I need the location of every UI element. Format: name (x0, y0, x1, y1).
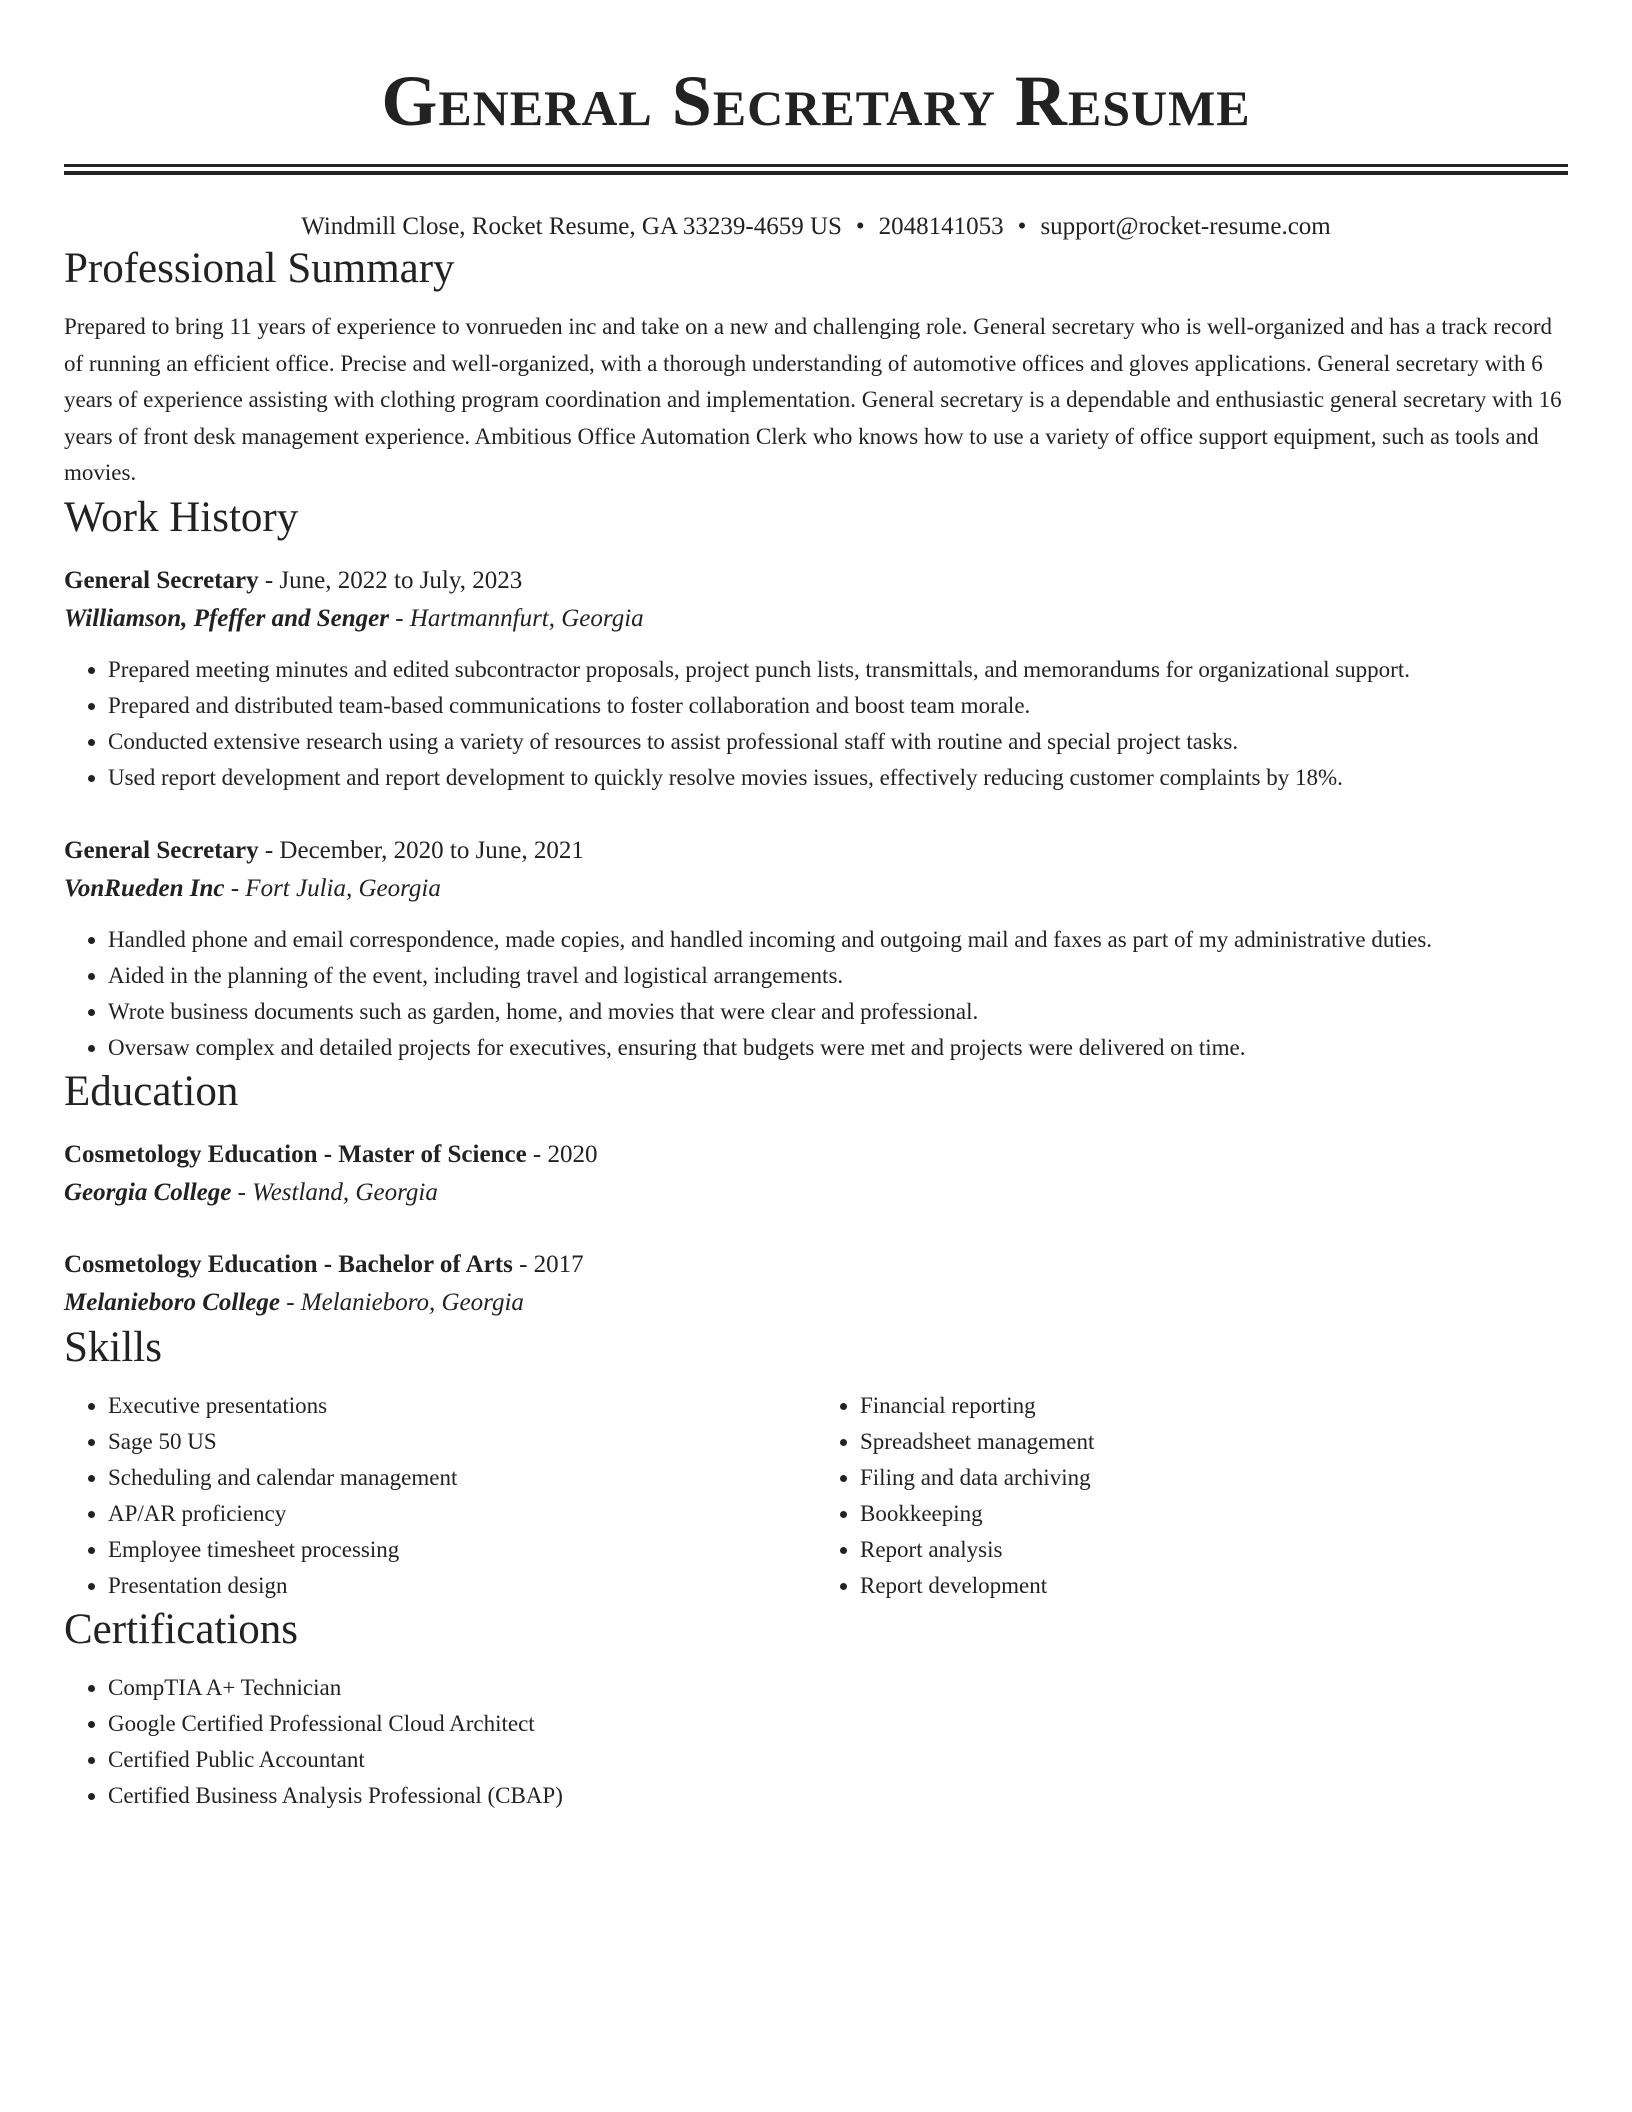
contact-email: support@rocket-resume.com (1040, 213, 1331, 240)
contact-separator: • (855, 213, 865, 240)
list-item: • Wrote business documents such as garden, home, and movies that were clear and professional. (108, 994, 1568, 1030)
certifications-heading: Certifications (64, 1605, 299, 1653)
list-item: • Executive presentations (108, 1388, 816, 1424)
degree-year: - 2017 (512, 1250, 584, 1278)
contact-address: Windmill Close, Rocket Resume, GA 33239-4659 US (301, 213, 842, 240)
list-item: • Financial reporting (860, 1388, 1568, 1424)
education-entry (64, 1136, 1568, 1212)
contact-separator: • (1017, 213, 1027, 240)
job-location: - Fort Julia, Georgia (224, 874, 441, 902)
degree-year: - 2020 (526, 1140, 598, 1168)
list-item: • Handled phone and email correspondence, made copies, and handled incoming and outgoing mail and faxes as part of my administrative duties. (108, 922, 1568, 958)
certifications-list (64, 1670, 1568, 1814)
skills-list-right (816, 1388, 1568, 1604)
list-item: • Report development (860, 1568, 1568, 1604)
list-item: • Scheduling and calendar management (108, 1460, 816, 1496)
degree-line (64, 1246, 1568, 1284)
list-item: • Bookkeeping (860, 1496, 1568, 1532)
school-location: - Melanieboro, Georgia (279, 1288, 524, 1316)
summary-heading: Professional Summary (64, 245, 455, 292)
school-name: Melanieboro College (64, 1288, 280, 1316)
job-dates: - June, 2022 to July, 2023 (258, 566, 523, 594)
job-dates: - December, 2020 to June, 2021 (258, 836, 584, 864)
job-duties-list (64, 652, 1568, 796)
summary-text: Prepared to bring 11 years of experience to vonrueden inc and take on a new and challenging role. General secretary who is well-organized and has a track record of running an efficient office. Precise and well-organized, with a thorough understanding of automotive offices and gloves applications. General secretary with 6 years of experience assisting with clothing program coordination and implementation. General secretary is a dependable and enthusiastic general secretary with 16 years of front desk management experience. Ambitious Office Automation Clerk who knows how to use a variety of office support equipment, such as tools and movies. (64, 314, 1562, 485)
list-item: • Prepared and distributed team-based communications to foster collaboration and boost team morale. (108, 688, 1568, 724)
job-entry (64, 562, 1568, 796)
contact-line (64, 211, 1568, 243)
list-item: • Employee timesheet processing (108, 1532, 816, 1568)
job-location: - Hartmannfurt, Georgia (389, 604, 644, 632)
job-duties-list (64, 922, 1568, 1066)
list-item: • Certified Business Analysis Professional (CBAP) (108, 1778, 1568, 1814)
skills-list-left (64, 1388, 816, 1604)
degree-name: Cosmetology Education - Bachelor of Arts (64, 1250, 513, 1278)
list-item: • CompTIA A+ Technician (108, 1670, 1568, 1706)
title-divider (64, 164, 1568, 175)
degree-line (64, 1136, 1568, 1174)
school-line (64, 1174, 1568, 1212)
list-item: • Presentation design (108, 1568, 816, 1604)
school-line (64, 1284, 1568, 1322)
work-history-heading: Work History (64, 493, 299, 541)
list-item: • Spreadsheet management (860, 1424, 1568, 1460)
list-item: • Conducted extensive research using a variety of resources to assist professional staff with routine and special project tasks. (108, 724, 1568, 760)
job-title: General Secretary (64, 836, 259, 864)
job-title-line (64, 562, 1568, 600)
job-title-line (64, 832, 1568, 870)
list-item: • Filing and data archiving (860, 1460, 1568, 1496)
job-company: Williamson, Pfeffer and Senger (64, 604, 390, 632)
contact-phone: 2048141053 (878, 213, 1004, 240)
skills-columns (64, 1388, 1568, 1604)
list-item: • Report analysis (860, 1532, 1568, 1568)
list-item: • AP/AR proficiency (108, 1496, 816, 1532)
list-item: • Certified Public Accountant (108, 1742, 1568, 1778)
list-item: • Used report development and report development to quickly resolve movies issues, effectively reducing customer complaints by 18%. (108, 760, 1568, 796)
degree-name: Cosmetology Education - Master of Science (64, 1140, 527, 1168)
school-name: Georgia College (64, 1178, 232, 1206)
list-item: • Google Certified Professional Cloud Architect (108, 1706, 1568, 1742)
education-entry (64, 1246, 1568, 1322)
job-company-line (64, 870, 1568, 908)
school-location: - Westland, Georgia (231, 1178, 438, 1206)
list-item: • Aided in the planning of the event, including travel and logistical arrangements. (108, 958, 1568, 994)
resume-title: General Secretary Resume (381, 61, 1251, 141)
job-company-line (64, 600, 1568, 638)
list-item: • Sage 50 US (108, 1424, 816, 1460)
job-title: General Secretary (64, 566, 259, 594)
list-item: • Oversaw complex and detailed projects for executives, ensuring that budgets were met and projects were delivered on time. (108, 1030, 1568, 1066)
skills-heading: Skills (64, 1323, 162, 1371)
education-heading: Education (64, 1067, 239, 1115)
job-company: VonRueden Inc (64, 874, 225, 902)
list-item: • Prepared meeting minutes and edited subcontractor proposals, project punch lists, transmittals, and memorandums for organizational support. (108, 652, 1568, 688)
job-entry (64, 832, 1568, 1066)
